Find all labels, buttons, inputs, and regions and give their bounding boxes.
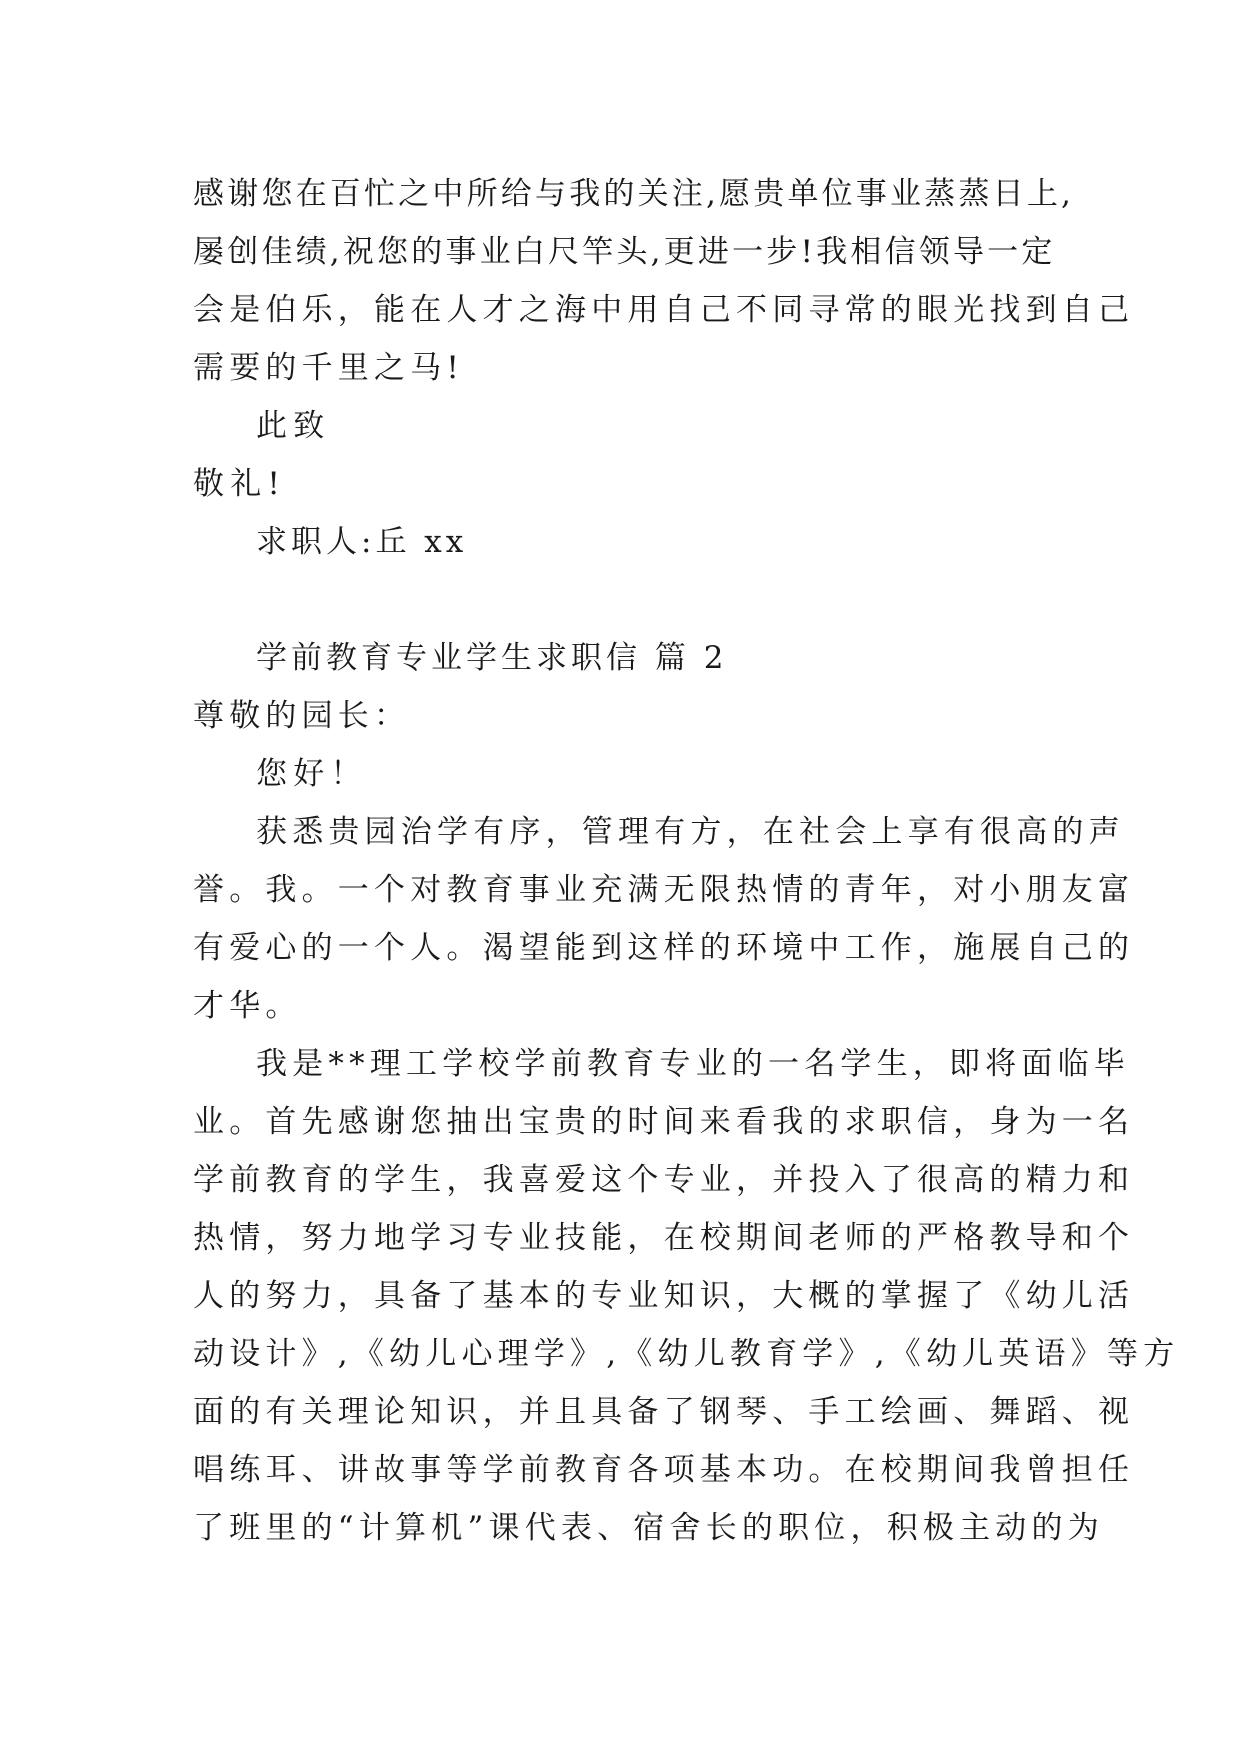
closing-salute: 敬礼! xyxy=(193,466,287,502)
paragraph-line: 业。首先感谢您抽出宝贵的时间来看我的求职信，身为一名 xyxy=(193,1104,1135,1140)
signature: 求职人:丘 xx xyxy=(256,524,468,560)
salutation: 尊敬的园长： xyxy=(193,698,411,734)
section-heading: 学前教育专业学生求职信 篇 2 xyxy=(256,640,728,676)
paragraph-line: 热情，努力地学习专业技能，在校期间老师的严格教导和个 xyxy=(193,1220,1135,1256)
paragraph-line: 誉。我。一个对教育事业充满无限热情的青年，对小朋友富 xyxy=(193,872,1135,908)
closing-phrase: 此致 xyxy=(256,408,331,444)
paragraph-line: 唱练耳、讲故事等学前教育各项基本功。在校期间我曾担任 xyxy=(193,1452,1135,1488)
paragraph-line: 有爱心的一个人。渴望能到这样的环境中工作，施展自己的 xyxy=(193,930,1135,966)
paragraph-line: 才华。 xyxy=(193,988,302,1024)
paragraph-line: 我是**理工学校学前教育专业的一名学生，即将面临毕 xyxy=(256,1046,1130,1082)
paragraph-line: 需要的千里之马! xyxy=(193,350,465,386)
paragraph-line: 感谢您在百忙之中所给与我的关注,愿贵单位事业蒸蒸日上, xyxy=(193,176,1075,212)
paragraph-line: 了班里的“计算机”课代表、宿舍长的职位，积极主动的为 xyxy=(193,1510,1104,1546)
greeting: 您好！ xyxy=(256,756,368,792)
paragraph-line: 学前教育的学生，我喜爱这个专业，并投入了很高的精力和 xyxy=(193,1162,1135,1198)
paragraph-line: 面的有关理论知识，并且具备了钢琴、手工绘画、舞蹈、视 xyxy=(193,1394,1135,1430)
paragraph-line: 获悉贵园治学有序，管理有方，在社会上享有很高的声 xyxy=(256,814,1125,850)
paragraph-line: 人的努力，具备了基本的专业知识，大概的掌握了《幼儿活 xyxy=(193,1278,1135,1314)
paragraph-line: 会是伯乐，能在人才之海中用自己不同寻常的眼光找到自己 xyxy=(193,292,1135,328)
paragraph-line: 屡创佳绩,祝您的事业白尺竿头,更进一步!我相信领导一定 xyxy=(193,234,1056,270)
paragraph-line: 动设计》,《幼儿心理学》,《幼儿教育学》,《幼儿英语》等方 xyxy=(193,1336,1180,1372)
